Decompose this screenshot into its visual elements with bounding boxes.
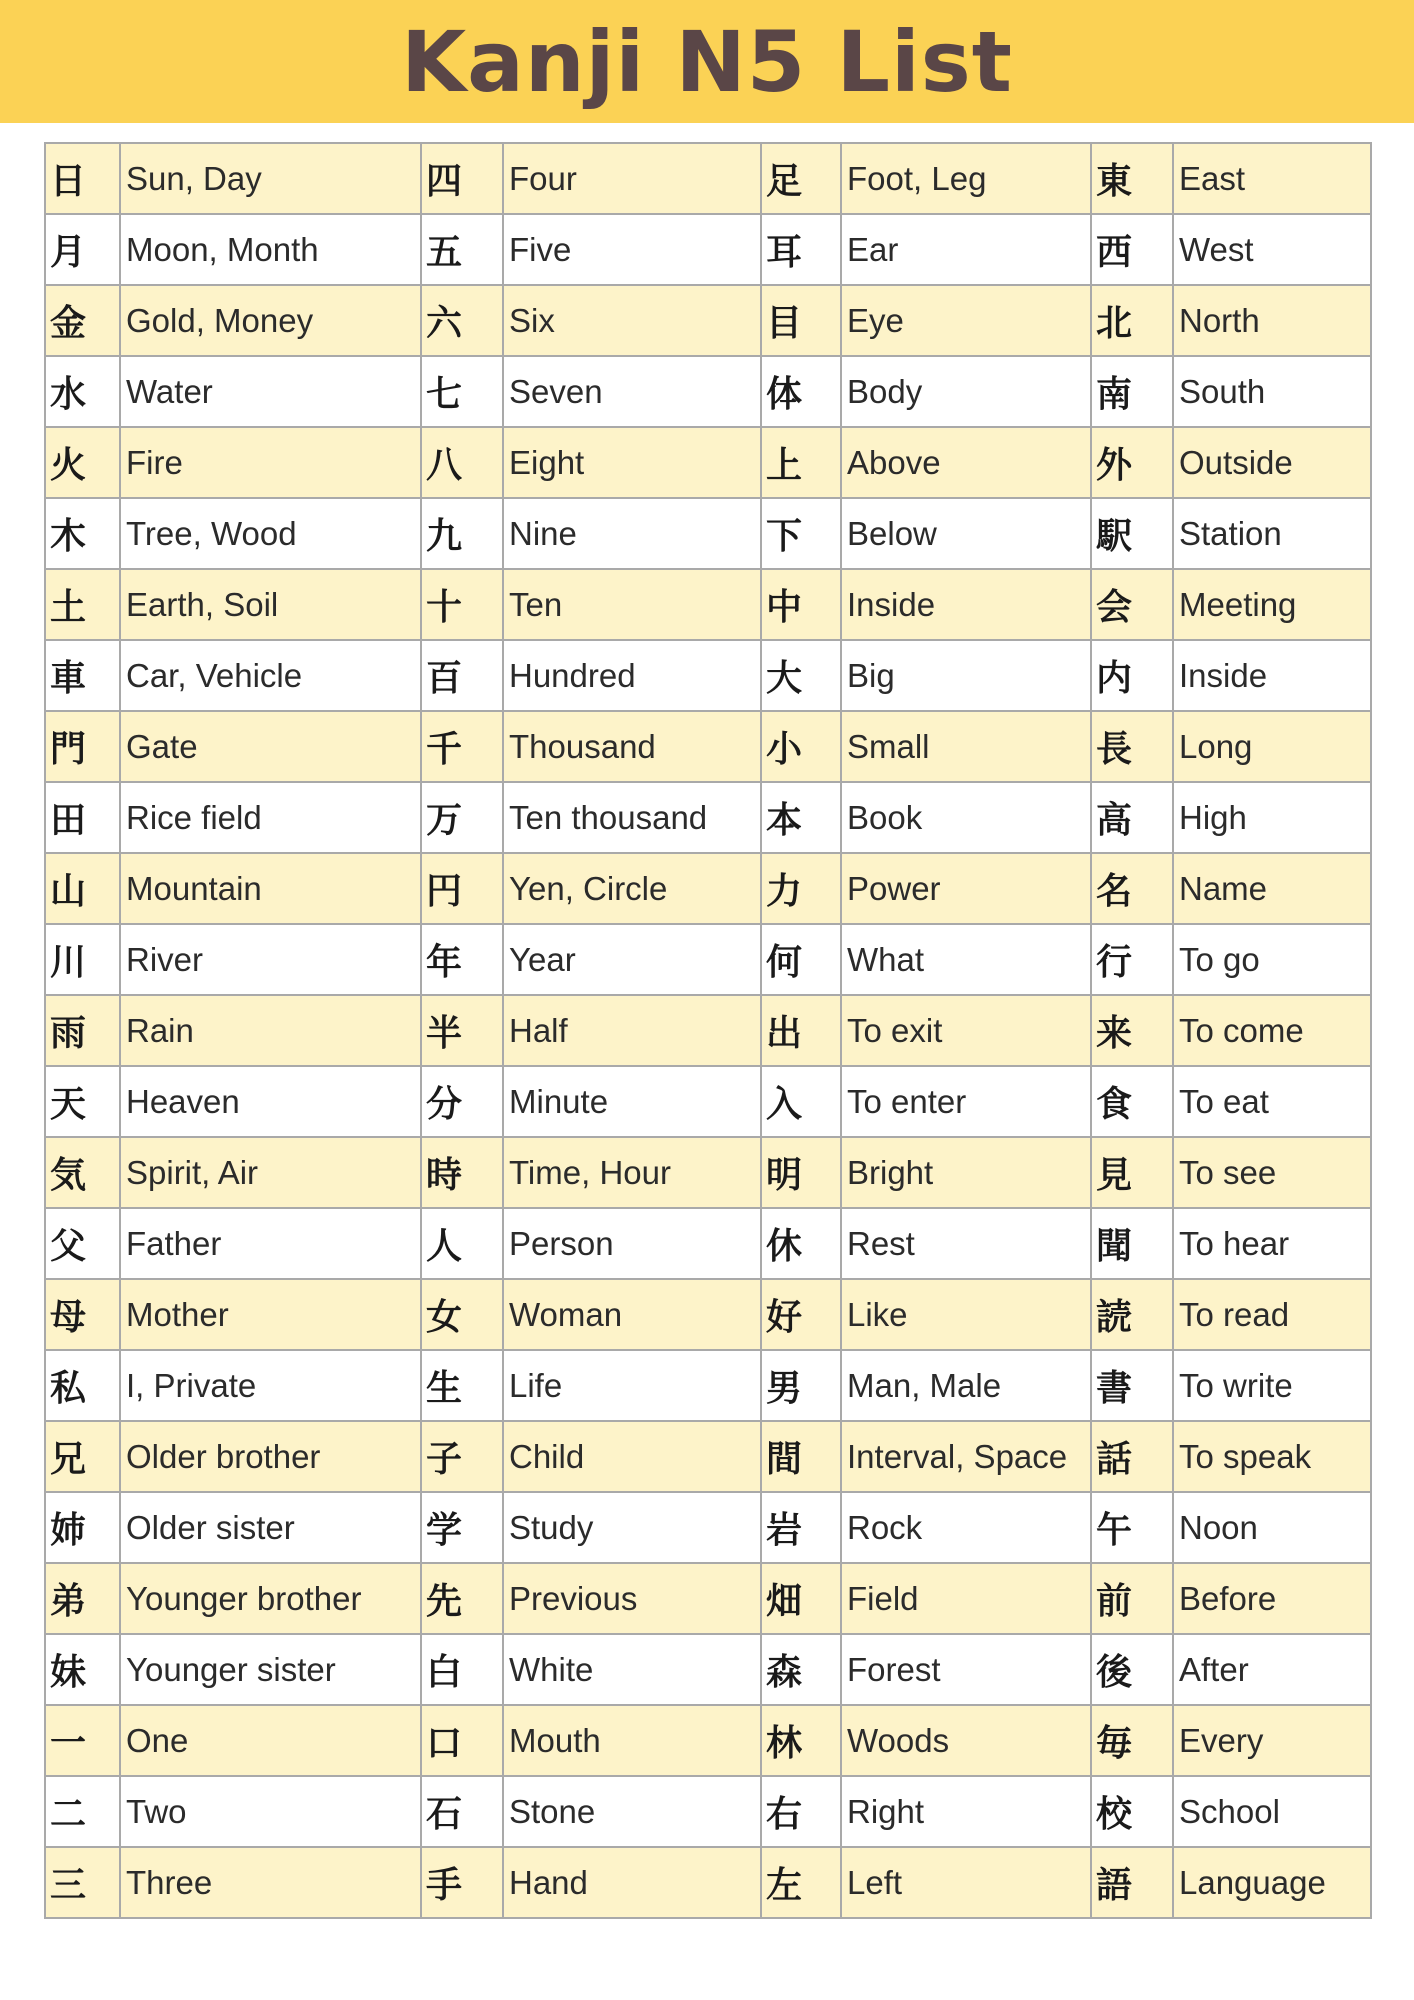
- kanji-cell: 来: [1091, 995, 1173, 1066]
- meaning-cell: Father: [120, 1208, 421, 1279]
- meaning-cell: Language: [1173, 1847, 1371, 1918]
- meaning-cell: Below: [841, 498, 1091, 569]
- kanji-cell: 前: [1091, 1563, 1173, 1634]
- meaning-cell: Car, Vehicle: [120, 640, 421, 711]
- meaning-cell: After: [1173, 1634, 1371, 1705]
- kanji-table: [44, 142, 1372, 1919]
- meaning-cell: To eat: [1173, 1066, 1371, 1137]
- meaning-cell: Two: [120, 1776, 421, 1847]
- kanji-cell: 西: [1091, 214, 1173, 285]
- kanji-cell: 力: [761, 853, 841, 924]
- kanji-cell: 姉: [45, 1492, 120, 1563]
- kanji-cell: 学: [421, 1492, 503, 1563]
- meaning-cell: Body: [841, 356, 1091, 427]
- meaning-cell: Hundred: [503, 640, 761, 711]
- kanji-cell: 明: [761, 1137, 841, 1208]
- meaning-cell: Above: [841, 427, 1091, 498]
- table-row: [45, 285, 1371, 356]
- kanji-cell: 大: [761, 640, 841, 711]
- kanji-cell: 下: [761, 498, 841, 569]
- kanji-cell: 男: [761, 1350, 841, 1421]
- meaning-cell: Woman: [503, 1279, 761, 1350]
- meaning-cell: North: [1173, 285, 1371, 356]
- meaning-cell: Meeting: [1173, 569, 1371, 640]
- table-row: [45, 1137, 1371, 1208]
- kanji-cell: 火: [45, 427, 120, 498]
- kanji-cell: 石: [421, 1776, 503, 1847]
- kanji-cell: 出: [761, 995, 841, 1066]
- kanji-cell: 語: [1091, 1847, 1173, 1918]
- meaning-cell: Woods: [841, 1705, 1091, 1776]
- table-row: [45, 1208, 1371, 1279]
- kanji-cell: 入: [761, 1066, 841, 1137]
- kanji-cell: 木: [45, 498, 120, 569]
- meaning-cell: Bright: [841, 1137, 1091, 1208]
- kanji-cell: 二: [45, 1776, 120, 1847]
- kanji-cell: 四: [421, 143, 503, 214]
- kanji-cell: 車: [45, 640, 120, 711]
- table-row: [45, 1350, 1371, 1421]
- meaning-cell: Year: [503, 924, 761, 995]
- meaning-cell: Previous: [503, 1563, 761, 1634]
- kanji-cell: 九: [421, 498, 503, 569]
- kanji-cell: 分: [421, 1066, 503, 1137]
- kanji-cell: 門: [45, 711, 120, 782]
- kanji-cell: 読: [1091, 1279, 1173, 1350]
- meaning-cell: West: [1173, 214, 1371, 285]
- kanji-cell: 岩: [761, 1492, 841, 1563]
- kanji-cell: 好: [761, 1279, 841, 1350]
- meaning-cell: Mother: [120, 1279, 421, 1350]
- kanji-cell: 雨: [45, 995, 120, 1066]
- meaning-cell: Four: [503, 143, 761, 214]
- meaning-cell: Outside: [1173, 427, 1371, 498]
- kanji-cell: 左: [761, 1847, 841, 1918]
- kanji-cell: 山: [45, 853, 120, 924]
- meaning-cell: Spirit, Air: [120, 1137, 421, 1208]
- kanji-cell: 耳: [761, 214, 841, 285]
- kanji-cell: 午: [1091, 1492, 1173, 1563]
- meaning-cell: White: [503, 1634, 761, 1705]
- meaning-cell: Nine: [503, 498, 761, 569]
- meaning-cell: Ten thousand: [503, 782, 761, 853]
- meaning-cell: Rice field: [120, 782, 421, 853]
- table-row: [45, 214, 1371, 285]
- kanji-cell: 上: [761, 427, 841, 498]
- table-row: [45, 1776, 1371, 1847]
- kanji-cell: 毎: [1091, 1705, 1173, 1776]
- table-row: [45, 1563, 1371, 1634]
- meaning-cell: Big: [841, 640, 1091, 711]
- kanji-cell: 金: [45, 285, 120, 356]
- meaning-cell: Before: [1173, 1563, 1371, 1634]
- meaning-cell: Fire: [120, 427, 421, 498]
- kanji-cell: 北: [1091, 285, 1173, 356]
- kanji-cell: 父: [45, 1208, 120, 1279]
- meaning-cell: School: [1173, 1776, 1371, 1847]
- kanji-cell: 川: [45, 924, 120, 995]
- meaning-cell: Person: [503, 1208, 761, 1279]
- meaning-cell: Eight: [503, 427, 761, 498]
- meaning-cell: Gold, Money: [120, 285, 421, 356]
- table-row: [45, 1705, 1371, 1776]
- kanji-cell: 年: [421, 924, 503, 995]
- meaning-cell: To speak: [1173, 1421, 1371, 1492]
- kanji-cell: 東: [1091, 143, 1173, 214]
- meaning-cell: Noon: [1173, 1492, 1371, 1563]
- table-row: [45, 782, 1371, 853]
- meaning-cell: To read: [1173, 1279, 1371, 1350]
- kanji-cell: 外: [1091, 427, 1173, 498]
- kanji-cell: 一: [45, 1705, 120, 1776]
- meaning-cell: Station: [1173, 498, 1371, 569]
- meaning-cell: Time, Hour: [503, 1137, 761, 1208]
- meaning-cell: To enter: [841, 1066, 1091, 1137]
- kanji-cell: 月: [45, 214, 120, 285]
- meaning-cell: Sun, Day: [120, 143, 421, 214]
- kanji-cell: 妹: [45, 1634, 120, 1705]
- meaning-cell: Ear: [841, 214, 1091, 285]
- meaning-cell: Earth, Soil: [120, 569, 421, 640]
- table-row: [45, 1634, 1371, 1705]
- meaning-cell: Minute: [503, 1066, 761, 1137]
- meaning-cell: Inside: [841, 569, 1091, 640]
- meaning-cell: Small: [841, 711, 1091, 782]
- kanji-cell: 七: [421, 356, 503, 427]
- kanji-cell: 千: [421, 711, 503, 782]
- table-row: [45, 1492, 1371, 1563]
- meaning-cell: Seven: [503, 356, 761, 427]
- kanji-cell: 日: [45, 143, 120, 214]
- meaning-cell: Gate: [120, 711, 421, 782]
- kanji-cell: 子: [421, 1421, 503, 1492]
- kanji-cell: 駅: [1091, 498, 1173, 569]
- meaning-cell: To go: [1173, 924, 1371, 995]
- kanji-cell: 十: [421, 569, 503, 640]
- kanji-cell: 体: [761, 356, 841, 427]
- kanji-cell: 足: [761, 143, 841, 214]
- kanji-cell: 生: [421, 1350, 503, 1421]
- meaning-cell: High: [1173, 782, 1371, 853]
- table-row: [45, 1847, 1371, 1918]
- kanji-cell: 右: [761, 1776, 841, 1847]
- meaning-cell: Younger sister: [120, 1634, 421, 1705]
- kanji-cell: 南: [1091, 356, 1173, 427]
- kanji-cell: 書: [1091, 1350, 1173, 1421]
- kanji-cell: 気: [45, 1137, 120, 1208]
- kanji-cell: 土: [45, 569, 120, 640]
- kanji-cell: 百: [421, 640, 503, 711]
- meaning-cell: Rest: [841, 1208, 1091, 1279]
- meaning-cell: To exit: [841, 995, 1091, 1066]
- meaning-cell: Every: [1173, 1705, 1371, 1776]
- table-row: [45, 143, 1371, 214]
- kanji-table-body: [45, 143, 1371, 1918]
- kanji-cell: 話: [1091, 1421, 1173, 1492]
- kanji-cell: 私: [45, 1350, 120, 1421]
- meaning-cell: Yen, Circle: [503, 853, 761, 924]
- meaning-cell: Interval, Space: [841, 1421, 1091, 1492]
- table-row: [45, 1279, 1371, 1350]
- meaning-cell: What: [841, 924, 1091, 995]
- table-row: [45, 1066, 1371, 1137]
- table-row: [45, 427, 1371, 498]
- kanji-cell: 弟: [45, 1563, 120, 1634]
- meaning-cell: Younger brother: [120, 1563, 421, 1634]
- meaning-cell: Hand: [503, 1847, 761, 1918]
- table-row: [45, 1421, 1371, 1492]
- kanji-cell: 校: [1091, 1776, 1173, 1847]
- meaning-cell: Book: [841, 782, 1091, 853]
- kanji-cell: 三: [45, 1847, 120, 1918]
- kanji-cell: 中: [761, 569, 841, 640]
- meaning-cell: Like: [841, 1279, 1091, 1350]
- meaning-cell: Stone: [503, 1776, 761, 1847]
- meaning-cell: Moon, Month: [120, 214, 421, 285]
- meaning-cell: Power: [841, 853, 1091, 924]
- kanji-cell: 六: [421, 285, 503, 356]
- meaning-cell: Older brother: [120, 1421, 421, 1492]
- meaning-cell: Right: [841, 1776, 1091, 1847]
- meaning-cell: To come: [1173, 995, 1371, 1066]
- meaning-cell: Name: [1173, 853, 1371, 924]
- kanji-cell: 半: [421, 995, 503, 1066]
- meaning-cell: Mouth: [503, 1705, 761, 1776]
- kanji-cell: 本: [761, 782, 841, 853]
- kanji-cell: 休: [761, 1208, 841, 1279]
- meaning-cell: Six: [503, 285, 761, 356]
- kanji-cell: 万: [421, 782, 503, 853]
- table-row: [45, 356, 1371, 427]
- kanji-cell: 長: [1091, 711, 1173, 782]
- kanji-cell: 水: [45, 356, 120, 427]
- kanji-cell: 天: [45, 1066, 120, 1137]
- table-row: [45, 995, 1371, 1066]
- meaning-cell: Inside: [1173, 640, 1371, 711]
- meaning-cell: Life: [503, 1350, 761, 1421]
- kanji-cell: 内: [1091, 640, 1173, 711]
- kanji-cell: 八: [421, 427, 503, 498]
- kanji-cell: 会: [1091, 569, 1173, 640]
- meaning-cell: Rock: [841, 1492, 1091, 1563]
- kanji-cell: 手: [421, 1847, 503, 1918]
- table-row: [45, 853, 1371, 924]
- meaning-cell: Forest: [841, 1634, 1091, 1705]
- meaning-cell: Field: [841, 1563, 1091, 1634]
- kanji-cell: 見: [1091, 1137, 1173, 1208]
- kanji-cell: 五: [421, 214, 503, 285]
- kanji-cell: 円: [421, 853, 503, 924]
- kanji-cell: 高: [1091, 782, 1173, 853]
- kanji-cell: 聞: [1091, 1208, 1173, 1279]
- meaning-cell: Heaven: [120, 1066, 421, 1137]
- meaning-cell: One: [120, 1705, 421, 1776]
- meaning-cell: Child: [503, 1421, 761, 1492]
- header-banner: [0, 0, 1414, 123]
- meaning-cell: South: [1173, 356, 1371, 427]
- meaning-cell: Five: [503, 214, 761, 285]
- meaning-cell: Tree, Wood: [120, 498, 421, 569]
- kanji-cell: 名: [1091, 853, 1173, 924]
- kanji-cell: 森: [761, 1634, 841, 1705]
- meaning-cell: Long: [1173, 711, 1371, 782]
- meaning-cell: Left: [841, 1847, 1091, 1918]
- meaning-cell: Mountain: [120, 853, 421, 924]
- meaning-cell: Older sister: [120, 1492, 421, 1563]
- meaning-cell: Study: [503, 1492, 761, 1563]
- meaning-cell: Eye: [841, 285, 1091, 356]
- meaning-cell: River: [120, 924, 421, 995]
- meaning-cell: Three: [120, 1847, 421, 1918]
- meaning-cell: East: [1173, 143, 1371, 214]
- kanji-cell: 小: [761, 711, 841, 782]
- kanji-cell: 何: [761, 924, 841, 995]
- meaning-cell: To hear: [1173, 1208, 1371, 1279]
- meaning-cell: Water: [120, 356, 421, 427]
- meaning-cell: I, Private: [120, 1350, 421, 1421]
- kanji-cell: 母: [45, 1279, 120, 1350]
- meaning-cell: Half: [503, 995, 761, 1066]
- kanji-cell: 後: [1091, 1634, 1173, 1705]
- meaning-cell: Ten: [503, 569, 761, 640]
- meaning-cell: Man, Male: [841, 1350, 1091, 1421]
- table-row: [45, 711, 1371, 782]
- kanji-cell: 食: [1091, 1066, 1173, 1137]
- kanji-cell: 口: [421, 1705, 503, 1776]
- meaning-cell: Rain: [120, 995, 421, 1066]
- kanji-cell: 田: [45, 782, 120, 853]
- kanji-cell: 行: [1091, 924, 1173, 995]
- kanji-cell: 畑: [761, 1563, 841, 1634]
- meaning-cell: To see: [1173, 1137, 1371, 1208]
- meaning-cell: To write: [1173, 1350, 1371, 1421]
- page-title: Kanji N5 List: [401, 12, 1013, 111]
- kanji-cell: 時: [421, 1137, 503, 1208]
- kanji-cell: 白: [421, 1634, 503, 1705]
- table-row: [45, 498, 1371, 569]
- kanji-cell: 目: [761, 285, 841, 356]
- table-row: [45, 924, 1371, 995]
- kanji-cell: 先: [421, 1563, 503, 1634]
- kanji-cell: 人: [421, 1208, 503, 1279]
- kanji-cell: 間: [761, 1421, 841, 1492]
- kanji-cell: 林: [761, 1705, 841, 1776]
- kanji-cell: 兄: [45, 1421, 120, 1492]
- table-row: [45, 569, 1371, 640]
- kanji-cell: 女: [421, 1279, 503, 1350]
- meaning-cell: Foot, Leg: [841, 143, 1091, 214]
- table-row: [45, 640, 1371, 711]
- meaning-cell: Thousand: [503, 711, 761, 782]
